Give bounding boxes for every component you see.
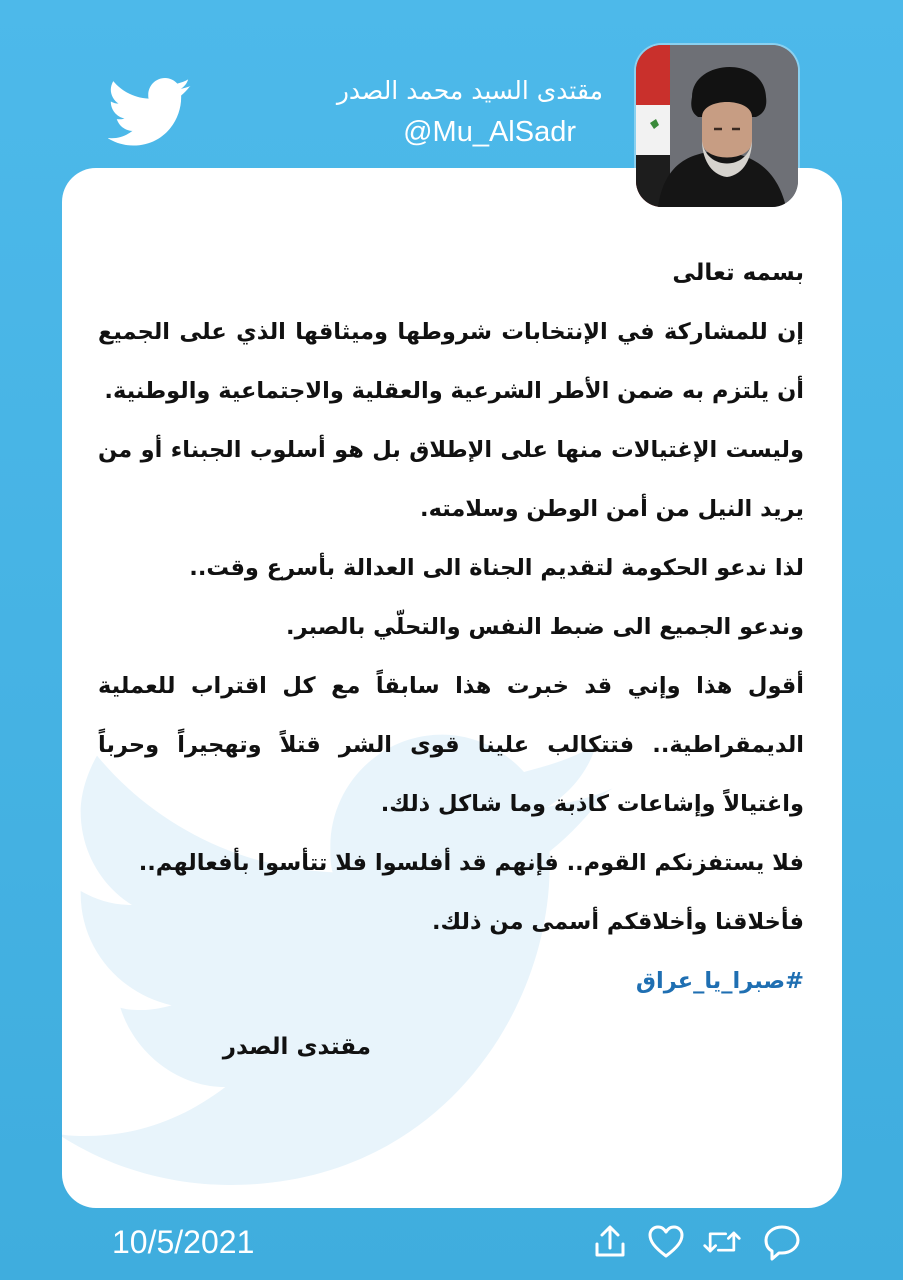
reply-icon[interactable] <box>762 1222 802 1262</box>
tweet-body <box>98 244 804 1011</box>
tweet-paragraph: وندعو الجميع الى ضبط النفس والتحلّي بالصبر. <box>286 614 804 640</box>
signature: مقتدى الصدر <box>222 1034 371 1060</box>
tweet-paragraph: إن للمشاركة في الإنتخابات شروطها وميثاقها الذي على الجميع أن يلتزم به ضمن الأطر الشرعية والعقلية والاجتماعية والوطنية. <box>98 319 804 404</box>
hashtag-link[interactable]: #صبرا_يا_عراق <box>635 968 804 994</box>
twitter-bird-icon <box>108 78 192 148</box>
tweet-paragraph: فلا يستفزنكم القوم.. فإنهم قد أفلسوا فلا تتأسوا بأفعالهم.. <box>138 850 804 876</box>
tweet-heading: بسمه تعالى <box>672 260 804 286</box>
tweet-paragraph: فأخلاقنا وأخلاقكم أسمى من ذلك. <box>432 909 804 935</box>
tweet-date: 10/5/2021 <box>112 1224 255 1260</box>
tweet-actions <box>590 1222 805 1262</box>
retweet-icon[interactable] <box>702 1222 742 1262</box>
share-icon[interactable] <box>590 1222 630 1262</box>
author-name[interactable]: مقتدى السيد محمد الصدر <box>336 76 603 105</box>
tweet-paragraph: وليست الإغتيالات منها على الإطلاق بل هو أسلوب الجبناء أو من يريد النيل من أمن الوطن وسلامته. <box>98 437 804 522</box>
tweet-paragraph: أقول هذا وإني قد خبرت هذا سابقاً مع كل اقتراب للعملية الديمقراطية.. فتتكالب علينا قوى الشر قتلاً وتهجيراً وحرباً واغتيالاً وإشاعات كاذبة وما شاكل ذلك. <box>98 673 804 817</box>
avatar[interactable] <box>636 45 798 207</box>
tweet-paragraph: لذا ندعو الحكومة لتقديم الجناة الى العدالة بأسرع وقت.. <box>189 555 804 581</box>
author-handle[interactable]: @Mu_AlSadr <box>403 116 576 148</box>
heart-icon[interactable] <box>646 1222 686 1262</box>
avatar-image <box>636 45 798 207</box>
tweet-card <box>62 168 842 1208</box>
